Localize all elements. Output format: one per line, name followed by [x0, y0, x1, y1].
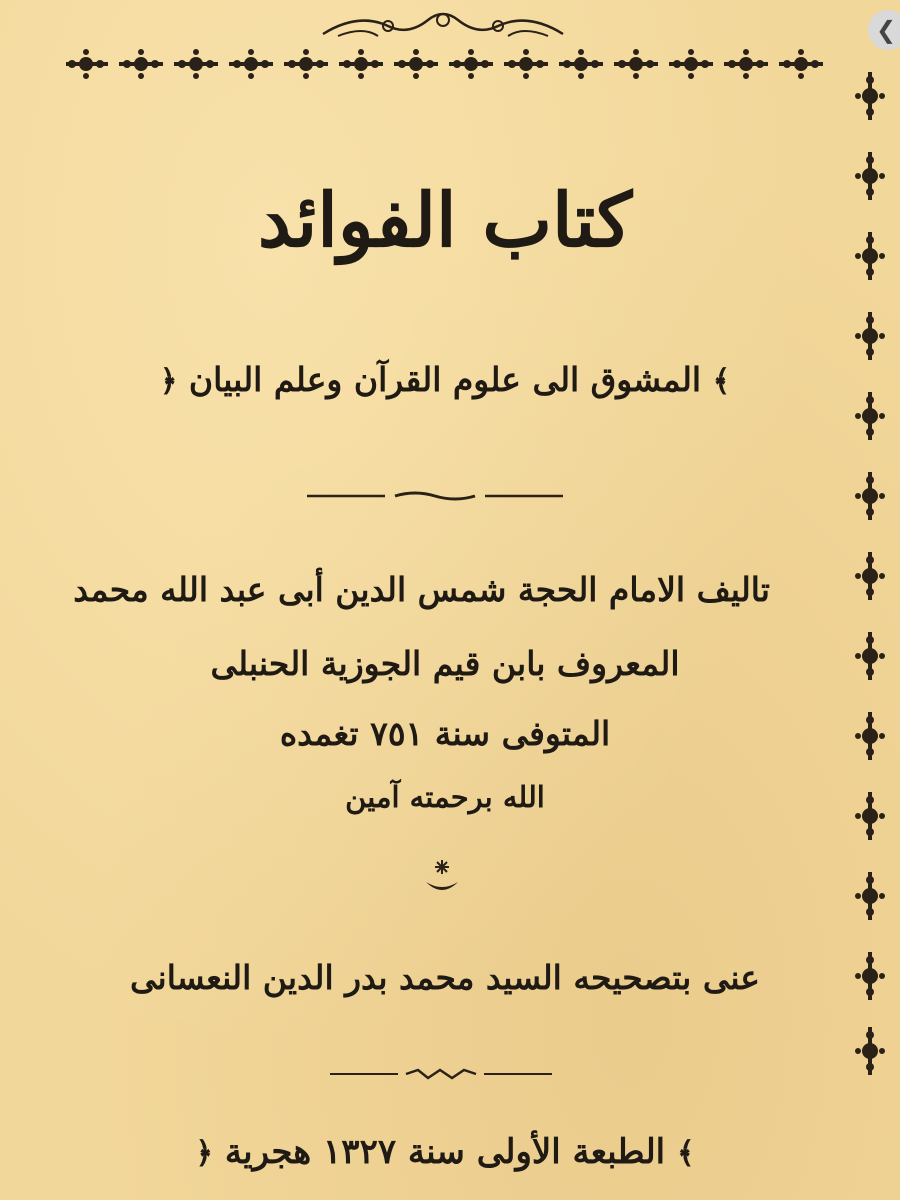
author-line: المتوفى سنة ٧٥١ تغمده: [279, 714, 611, 753]
edition-text: الطبعة الأولى سنة ١٣٢٧ هجرية: [224, 1132, 666, 1172]
editor-credit: عنى بتصحيحه السيد محمد بدر الدين النعسانى: [130, 958, 760, 997]
edition-bracket-close: ﴿: [195, 1136, 214, 1171]
book-title: كتاب الفوائد: [257, 178, 633, 264]
author-line: المعروف بابن قيم الجوزية الحنبلى: [210, 644, 680, 683]
scroll-arrow-button[interactable]: [868, 10, 900, 50]
subtitle-text: المشوق الى علوم القرآن وعلم البيان: [188, 360, 702, 399]
edition-bracket-open: ﴾: [676, 1136, 695, 1171]
top-scroll-ornament: [318, 6, 568, 42]
edition-info: [120, 1132, 770, 1172]
author-line: الله برحمته آمين: [345, 780, 545, 814]
subtitle-bracket-open: ﴾: [712, 364, 731, 399]
crescent-star-icon: [420, 858, 464, 902]
section-divider: [328, 1066, 554, 1082]
subtitle-bracket-close: ﴿: [159, 364, 178, 399]
section-divider: [305, 488, 565, 504]
chevron-left-icon: ❮: [876, 16, 897, 44]
author-line: تاليف الامام الحجة شمس الدين أبى عبد الله محمد: [73, 570, 770, 609]
right-ornament-border: [838, 56, 898, 1086]
top-ornament-border: [66, 44, 846, 84]
book-subtitle: [120, 360, 770, 399]
